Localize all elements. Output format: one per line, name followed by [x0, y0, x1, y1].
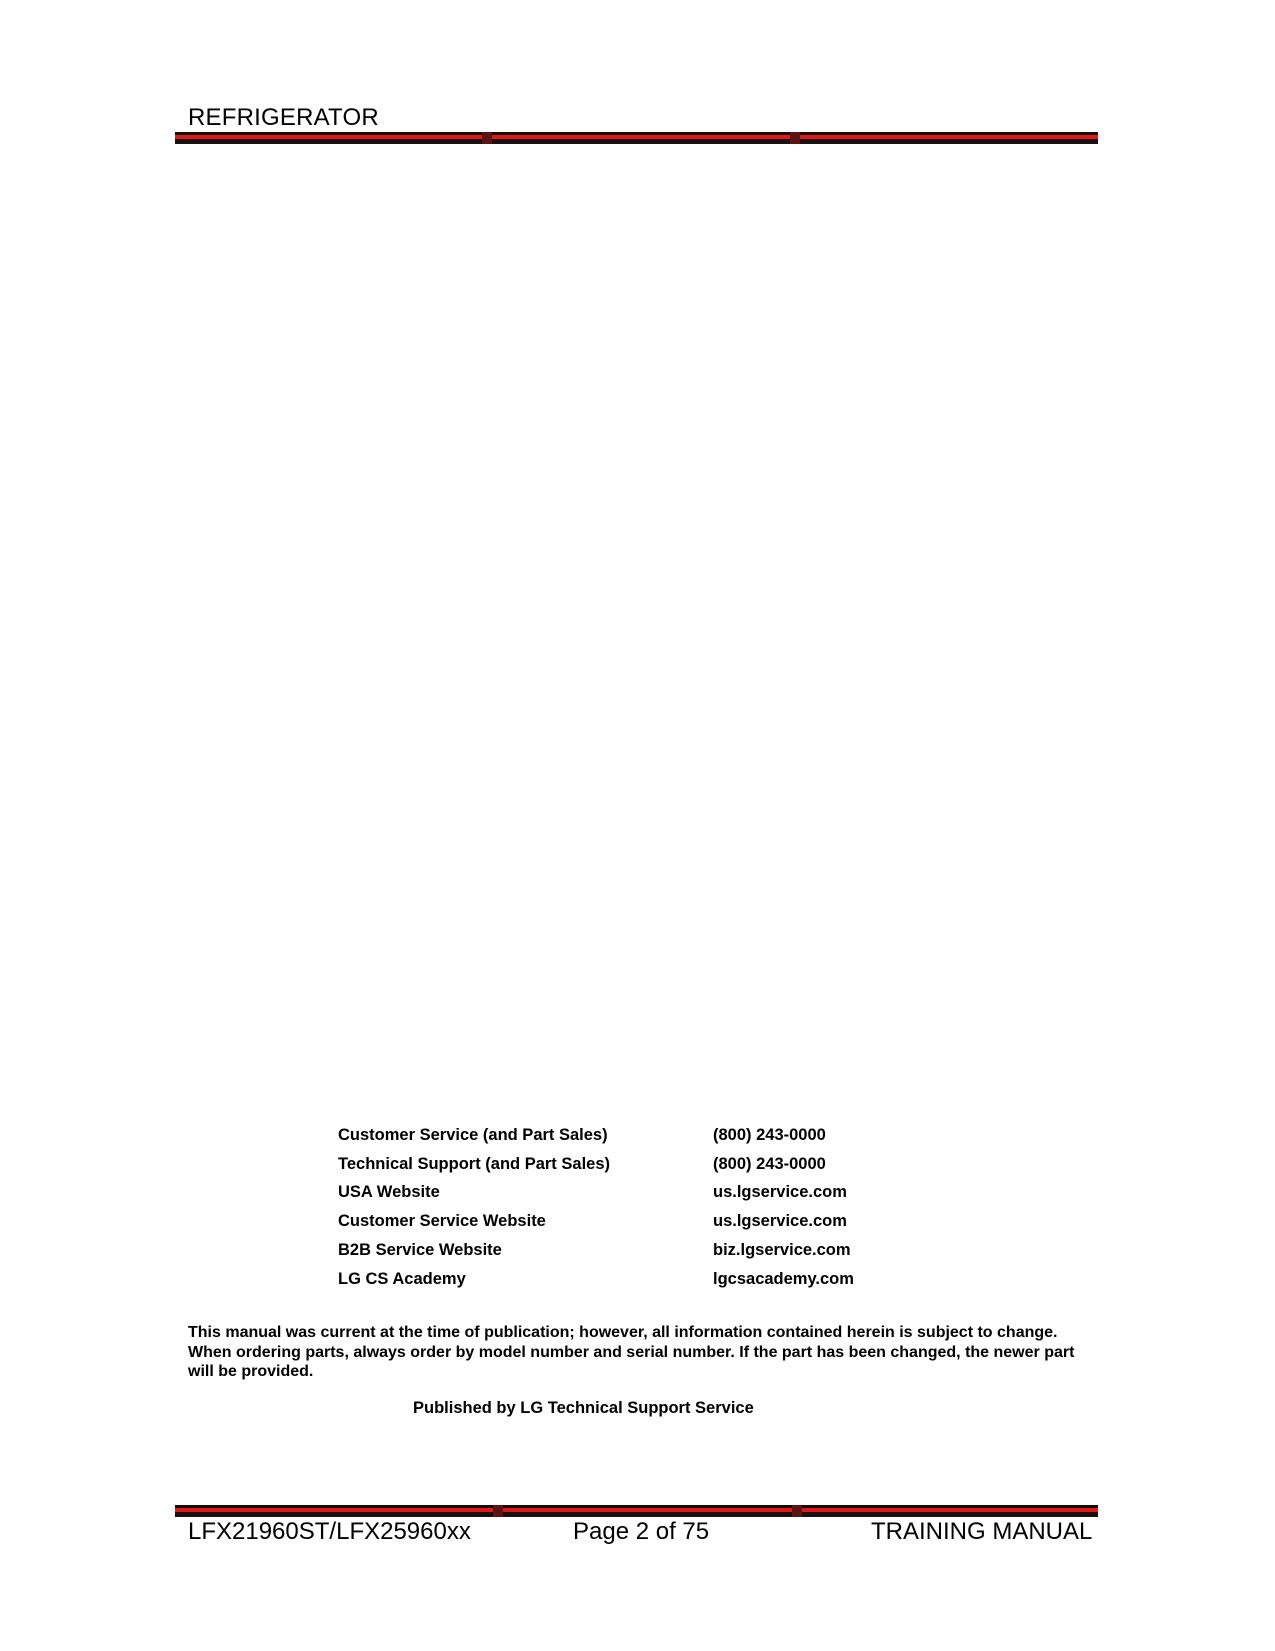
contact-row [338, 1121, 854, 1150]
contact-value: (800) 243-0000 [713, 1154, 826, 1173]
contact-row [338, 1150, 854, 1179]
footer-manual-title: TRAINING MANUAL [871, 1518, 1093, 1545]
contact-value: lgcsacademy.com [713, 1269, 854, 1288]
header-rule [175, 132, 1098, 144]
contact-row [338, 1179, 854, 1208]
contact-label: B2B Service Website [338, 1241, 502, 1260]
contact-row [338, 1207, 854, 1236]
published-by: Published by LG Technical Support Service [413, 1399, 754, 1417]
contact-value: us.lgservice.com [713, 1212, 847, 1231]
contact-list [338, 1121, 854, 1294]
contact-value: biz.lgservice.com [713, 1241, 851, 1260]
contact-label: Technical Support (and Part Sales) [338, 1154, 611, 1173]
footer-rule [175, 1505, 1098, 1517]
contact-row [338, 1236, 854, 1265]
contact-label: USA Website [338, 1183, 440, 1202]
footer-page-number: Page 2 of 75 [573, 1518, 710, 1545]
contact-value: (800) 243-0000 [713, 1125, 826, 1144]
disclaimer-text: This manual was current at the time of publication; however, all information contained herein is subject to change. When ordering parts, always order by model number and serial number. If the part has been changed, the newer part will be provided. [188, 1324, 1075, 1380]
contact-label: LG CS Academy [338, 1269, 466, 1288]
contact-label: Customer Service (and Part Sales) [338, 1125, 608, 1144]
contact-value: us.lgservice.com [713, 1183, 847, 1202]
contact-label: Customer Service Website [338, 1212, 546, 1231]
contact-row [338, 1265, 854, 1294]
page-header-title: REFRIGERATOR [188, 104, 379, 131]
footer-model-number: LFX21960ST/LFX25960xx [188, 1518, 471, 1545]
